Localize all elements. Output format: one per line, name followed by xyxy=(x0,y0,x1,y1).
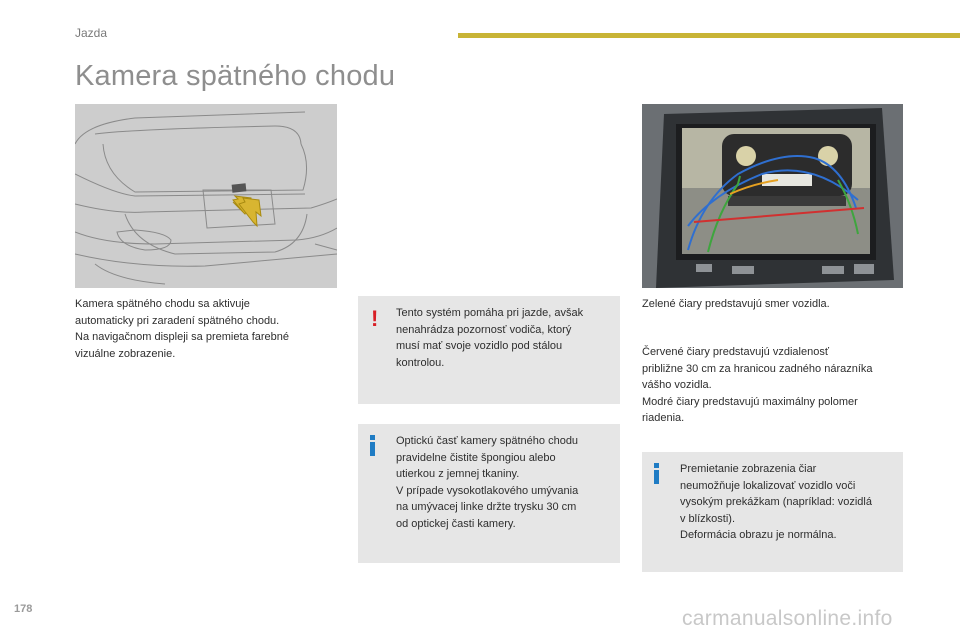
warning-line: musí mať svoje vozidlo pod stálou xyxy=(396,340,563,352)
page-title: Kamera spätného chodu xyxy=(75,60,396,92)
guidelines-line: približne 30 cm za hranicou zadného nárazníka xyxy=(642,362,873,375)
guidelines-line: Červené čiary predstavujú vzdialenosť xyxy=(642,346,829,358)
warning-line: nenahrádza pozornosť vodiča, ktorý xyxy=(396,323,572,336)
info-line: Optickú časť kamery spätného chodu xyxy=(396,435,579,447)
warning-line: kontrolou. xyxy=(396,356,445,369)
info-line: utierkou z jemnej tkaniny. xyxy=(396,468,520,480)
intro-line: vizuálne zobrazenie. xyxy=(75,347,176,360)
info-line: neumožňuje lokalizovať vozidlo voči xyxy=(680,479,856,492)
green-lines-paragraph xyxy=(642,296,830,313)
guidelines-line: riadenia. xyxy=(642,412,685,424)
car-rear-camera-illustration xyxy=(75,104,337,288)
guidelines-line: Modré čiary predstavujú maximálny polomer xyxy=(642,395,858,408)
info-text xyxy=(680,461,872,544)
page-number: 178 xyxy=(14,603,33,615)
info-icon xyxy=(653,463,660,485)
section-accent-bar xyxy=(458,33,960,38)
exclamation-icon: ! xyxy=(371,306,379,331)
warning-text xyxy=(396,305,583,371)
info-line: V prípade vysokotlakového umývania xyxy=(396,484,579,497)
guidelines-paragraph xyxy=(642,344,873,427)
info-line: pravidelne čistite špongiou alebo xyxy=(396,451,556,464)
rear-camera-display-photo xyxy=(642,104,903,288)
info-line: od optickej časti kamery. xyxy=(396,517,516,530)
green-lines-line: Zelené čiary predstavujú smer vozidla. xyxy=(642,298,830,310)
intro-line: Na navigačnom displeji sa premieta farebné xyxy=(75,331,290,343)
info-line: Premietanie zobrazenia čiar xyxy=(680,463,817,475)
info-line: v blízkosti). xyxy=(680,512,736,525)
info-line: vysokým prekážkam (napríklad: vozidlá xyxy=(680,496,872,508)
guidelines-line: vášho vozidla. xyxy=(642,379,712,391)
info-line: na umývacej linke držte trysku 30 cm xyxy=(396,501,577,513)
info-box-cleaning xyxy=(358,424,620,563)
intro-line: Kamera spätného chodu sa aktivuje xyxy=(75,298,250,310)
intro-line: automaticky pri zaradení spätného chodu. xyxy=(75,314,280,327)
info-icon xyxy=(369,435,376,457)
info-line: Deformácia obrazu je normálna. xyxy=(680,529,837,541)
section-label: Jazda xyxy=(75,26,108,40)
warning-line: Tento systém pomáha pri jazde, avšak xyxy=(396,307,584,319)
watermark: carmanualsonline.info xyxy=(682,607,893,630)
warning-box xyxy=(358,296,620,404)
intro-paragraph xyxy=(75,296,345,362)
info-text xyxy=(396,433,578,532)
info-box-projection xyxy=(642,452,903,572)
